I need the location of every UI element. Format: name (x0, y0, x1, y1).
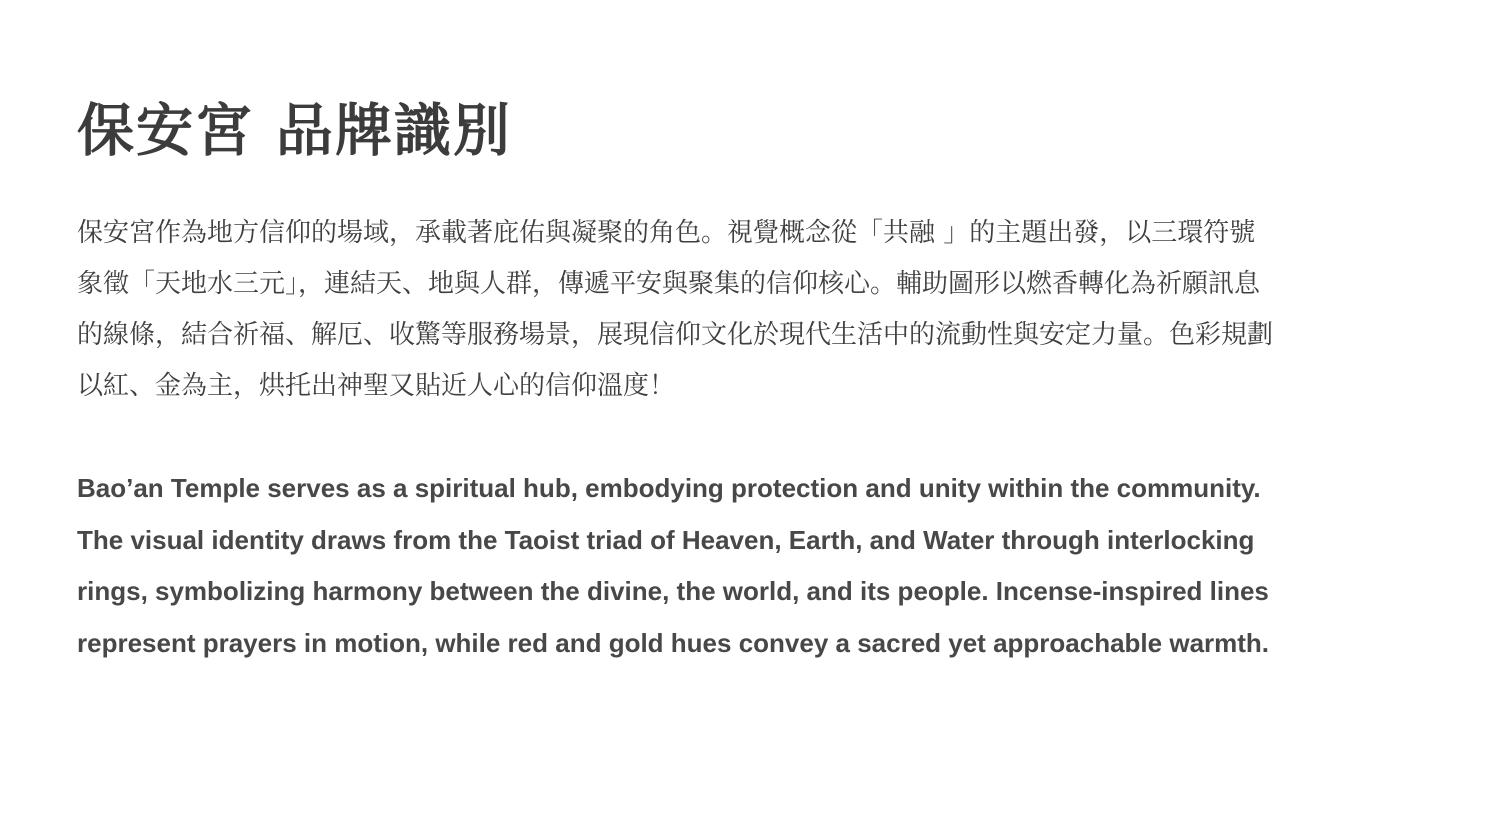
english-description-line: Bao’an Temple serves as a spiritual hub, embodying protection and unity within the community. (77, 473, 1261, 503)
brand-identity-section (77, 92, 1422, 669)
chinese-description-line: 以紅、金為主，烘托出神聖又貼近人心的信仰溫度！ (77, 371, 676, 401)
page-title: 保安宮 品牌識別 (77, 98, 512, 164)
chinese-description-line: 象徵「天地水三元」，連結天、地與人群，傳遞平安與聚集的信仰核心。輔助圖形以燃香轉化為祈願訊息 (77, 269, 1261, 299)
english-description (77, 463, 1422, 669)
chinese-description-line: 的線條，結合祈福、解厄、收驚等服務場景，展現信仰文化於現代生活中的流動性與安定力量。色彩規劃 (77, 320, 1274, 350)
english-description-line: rings, symbolizing harmony between the divine, the world, and its people. Incense-inspired lines (77, 576, 1269, 606)
english-description-line: The visual identity draws from the Taoist triad of Heaven, Earth, and Water through interlocking (77, 524, 1255, 555)
chinese-description-line: 保安宮作為地方信仰的場域，承載著庇佑與凝聚的角色。視覺概念從「共融 」的主題出發，以三環符號 (77, 218, 1256, 248)
english-description-line: represent prayers in motion, while red and gold hues convey a sacred yet approachable warmth. (77, 627, 1270, 658)
chinese-description (77, 208, 1422, 412)
